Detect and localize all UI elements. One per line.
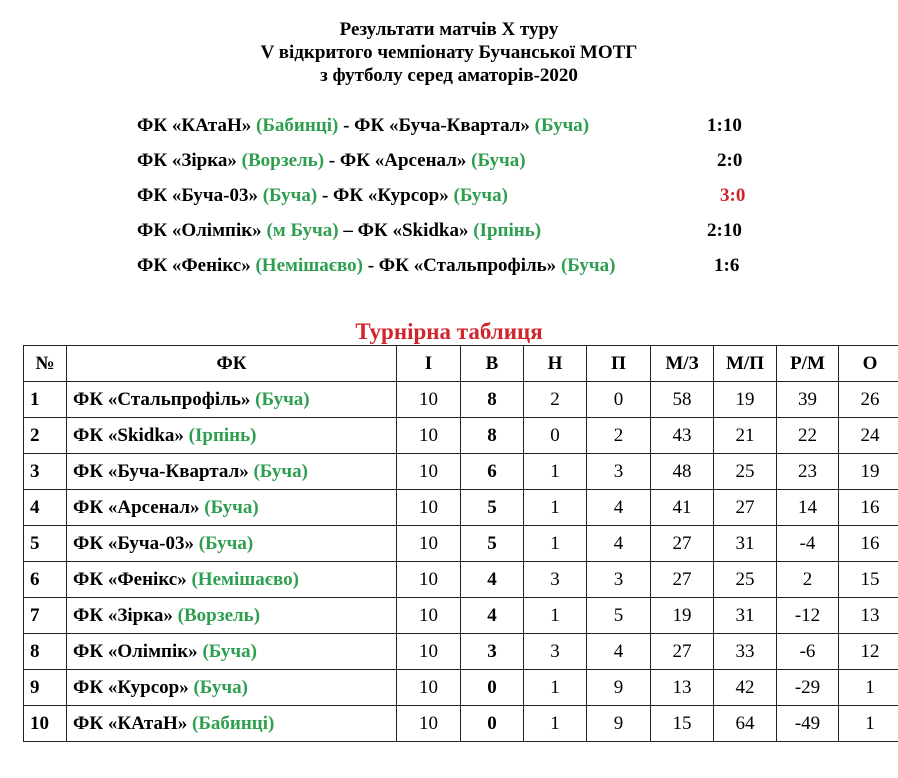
match-score: 1:10 xyxy=(707,115,742,136)
position-cell: 5 xyxy=(24,526,67,562)
goal-difference-cell: -29 xyxy=(777,670,839,706)
goals-against-cell: 33 xyxy=(714,634,777,670)
losses-cell: 9 xyxy=(587,706,651,742)
draws-cell: 1 xyxy=(524,454,587,490)
draws-cell: 1 xyxy=(524,706,587,742)
team-name: ФК «Арсенал» xyxy=(73,496,200,518)
goals-against-cell: 25 xyxy=(714,454,777,490)
games-cell: 10 xyxy=(397,670,461,706)
table-row xyxy=(24,634,898,670)
team-city: (Буча) xyxy=(253,460,308,482)
goal-difference-cell: 14 xyxy=(777,490,839,526)
match-separator: - xyxy=(367,255,375,276)
team-city: (Ворзель) xyxy=(177,604,261,626)
away-team: ФК «Стальпрофіль» xyxy=(378,255,557,276)
goals-for-cell: 27 xyxy=(651,634,714,670)
wins-cell: 3 xyxy=(461,634,524,670)
table-row xyxy=(24,418,898,454)
table-row xyxy=(24,670,898,706)
games-cell: 10 xyxy=(397,526,461,562)
goals-against-cell: 25 xyxy=(714,562,777,598)
match-teams xyxy=(137,219,541,243)
goals-against-cell: 21 xyxy=(714,418,777,454)
points-cell: 19 xyxy=(839,454,898,490)
position-cell: 6 xyxy=(24,562,67,598)
team-city: (Буча) xyxy=(198,532,254,554)
draws-cell: 3 xyxy=(524,562,587,598)
goals-for-cell: 58 xyxy=(651,382,714,418)
team-cell xyxy=(67,454,397,490)
away-city: (Буча) xyxy=(471,150,526,171)
losses-cell: 0 xyxy=(587,382,651,418)
games-cell: 10 xyxy=(397,490,461,526)
team-name: ФК «КАтаН» xyxy=(73,712,188,734)
losses-cell: 4 xyxy=(587,634,651,670)
position-cell: 1 xyxy=(24,382,67,418)
col-goals-against: М/П xyxy=(714,346,777,382)
away-team: ФК «Буча-Квартал» xyxy=(354,115,530,136)
goal-difference-cell: -6 xyxy=(777,634,839,670)
team-city: (Немішаєво) xyxy=(191,568,299,590)
position-cell: 8 xyxy=(24,634,67,670)
col-points: О xyxy=(839,346,898,382)
goals-against-cell: 31 xyxy=(714,598,777,634)
wins-cell: 5 xyxy=(461,526,524,562)
match-separator: – xyxy=(343,220,353,241)
team-city: (Буча) xyxy=(193,676,248,698)
match-score: 2:10 xyxy=(707,220,742,241)
draws-cell: 1 xyxy=(524,490,587,526)
goals-for-cell: 43 xyxy=(651,418,714,454)
games-cell: 10 xyxy=(397,454,461,490)
points-cell: 24 xyxy=(839,418,898,454)
home-team: ФК «Зірка» xyxy=(137,150,237,171)
away-city: (Буча) xyxy=(453,185,508,206)
away-team: ФК «Арсенал» xyxy=(339,150,467,171)
losses-cell: 3 xyxy=(587,454,651,490)
home-city: (Бабинці) xyxy=(256,115,339,136)
team-city: (Бабинці) xyxy=(192,712,275,734)
wins-cell: 5 xyxy=(461,490,524,526)
goal-difference-cell: -12 xyxy=(777,598,839,634)
match-row xyxy=(137,254,777,278)
home-team: ФК «Фенікс» xyxy=(137,255,251,276)
col-number: № xyxy=(24,346,67,382)
home-team: ФК «КАтаН» xyxy=(137,115,252,136)
home-city: (Немішаєво) xyxy=(255,255,363,276)
goals-for-cell: 15 xyxy=(651,706,714,742)
wins-cell: 8 xyxy=(461,418,524,454)
wins-cell: 4 xyxy=(461,562,524,598)
table-header-row xyxy=(24,346,898,382)
losses-cell: 5 xyxy=(587,598,651,634)
match-teams xyxy=(137,114,589,138)
wins-cell: 0 xyxy=(461,706,524,742)
goals-for-cell: 27 xyxy=(651,562,714,598)
col-team: ФК xyxy=(67,346,397,382)
col-goals-for: М/З xyxy=(651,346,714,382)
team-cell xyxy=(67,562,397,598)
table-row xyxy=(24,526,898,562)
document-title xyxy=(0,18,898,87)
team-name: ФК «Курсор» xyxy=(73,676,189,698)
title-line-1: Результати матчів X туру xyxy=(339,19,559,40)
match-teams xyxy=(137,184,508,208)
team-cell xyxy=(67,670,397,706)
team-name: ФК «Стальпрофіль» xyxy=(73,388,251,410)
away-team: ФК «Курсор» xyxy=(333,185,449,206)
table-row xyxy=(24,598,898,634)
losses-cell: 4 xyxy=(587,526,651,562)
home-team: ФК «Буча-03» xyxy=(137,185,258,206)
draws-cell: 2 xyxy=(524,382,587,418)
team-cell xyxy=(67,418,397,454)
team-city: (Буча) xyxy=(202,640,257,662)
team-city: (Буча) xyxy=(255,388,310,410)
goal-difference-cell: -49 xyxy=(777,706,839,742)
position-cell: 10 xyxy=(24,706,67,742)
table-row xyxy=(24,706,898,742)
col-draws: Н xyxy=(524,346,587,382)
wins-cell: 8 xyxy=(461,382,524,418)
draws-cell: 1 xyxy=(524,670,587,706)
team-name: ФК «Олімпік» xyxy=(73,640,198,662)
draws-cell: 3 xyxy=(524,634,587,670)
goals-for-cell: 41 xyxy=(651,490,714,526)
goals-for-cell: 48 xyxy=(651,454,714,490)
table-row xyxy=(24,490,898,526)
team-cell xyxy=(67,490,397,526)
points-cell: 13 xyxy=(839,598,898,634)
match-row xyxy=(137,149,777,173)
games-cell: 10 xyxy=(397,418,461,454)
team-cell xyxy=(67,634,397,670)
match-row xyxy=(137,114,777,138)
goals-against-cell: 64 xyxy=(714,706,777,742)
points-cell: 1 xyxy=(839,670,898,706)
home-city: (м Буча) xyxy=(266,220,339,241)
table-row xyxy=(24,562,898,598)
away-city: (Ірпінь) xyxy=(473,220,542,241)
col-losses: П xyxy=(587,346,651,382)
position-cell: 3 xyxy=(24,454,67,490)
col-wins: В xyxy=(461,346,524,382)
games-cell: 10 xyxy=(397,562,461,598)
match-score: 3:0 xyxy=(720,185,746,206)
wins-cell: 0 xyxy=(461,670,524,706)
match-separator: - xyxy=(321,185,329,206)
goal-difference-cell: 22 xyxy=(777,418,839,454)
games-cell: 10 xyxy=(397,382,461,418)
title-line-2: V відкритого чемпіонату Бучанської МОТГ xyxy=(260,42,638,63)
points-cell: 16 xyxy=(839,526,898,562)
team-cell xyxy=(67,706,397,742)
match-row xyxy=(137,184,777,208)
goals-against-cell: 19 xyxy=(714,382,777,418)
away-city: (Буча) xyxy=(534,115,590,136)
goals-against-cell: 31 xyxy=(714,526,777,562)
points-cell: 12 xyxy=(839,634,898,670)
col-games: І xyxy=(397,346,461,382)
draws-cell: 1 xyxy=(524,598,587,634)
table-row xyxy=(24,454,898,490)
team-cell xyxy=(67,598,397,634)
match-score: 2:0 xyxy=(717,150,743,171)
team-city: (Ірпінь) xyxy=(188,424,257,446)
position-cell: 2 xyxy=(24,418,67,454)
position-cell: 4 xyxy=(24,490,67,526)
team-name: ФК «Буча-Квартал» xyxy=(73,460,249,482)
goals-for-cell: 27 xyxy=(651,526,714,562)
wins-cell: 4 xyxy=(461,598,524,634)
match-score: 1:6 xyxy=(714,255,740,276)
losses-cell: 9 xyxy=(587,670,651,706)
points-cell: 16 xyxy=(839,490,898,526)
games-cell: 10 xyxy=(397,598,461,634)
goal-difference-cell: 2 xyxy=(777,562,839,598)
home-team: ФК «Олімпік» xyxy=(137,220,262,241)
goal-difference-cell: -4 xyxy=(777,526,839,562)
team-name: ФК «Зірка» xyxy=(73,604,173,626)
col-goal-difference: Р/М xyxy=(777,346,839,382)
home-city: (Ворзель) xyxy=(241,150,325,171)
goals-against-cell: 42 xyxy=(714,670,777,706)
position-cell: 9 xyxy=(24,670,67,706)
team-name: ФК «Skidka» xyxy=(73,424,184,446)
games-cell: 10 xyxy=(397,706,461,742)
table-title: Турнірна таблиця xyxy=(355,319,543,344)
losses-cell: 2 xyxy=(587,418,651,454)
match-teams xyxy=(137,149,526,173)
away-team: ФК «Skidka» xyxy=(357,220,469,241)
match-separator: - xyxy=(328,150,336,171)
draws-cell: 1 xyxy=(524,526,587,562)
goals-against-cell: 27 xyxy=(714,490,777,526)
team-cell xyxy=(67,382,397,418)
losses-cell: 4 xyxy=(587,490,651,526)
goal-difference-cell: 23 xyxy=(777,454,839,490)
match-row xyxy=(137,219,777,243)
match-teams xyxy=(137,254,615,278)
match-separator: - xyxy=(343,115,350,136)
position-cell: 7 xyxy=(24,598,67,634)
title-line-3: з футболу серед аматорів-2020 xyxy=(320,65,578,86)
standings-table xyxy=(23,345,898,742)
home-city: (Буча) xyxy=(262,185,318,206)
points-cell: 26 xyxy=(839,382,898,418)
team-name: ФК «Буча-03» xyxy=(73,532,194,554)
team-cell xyxy=(67,526,397,562)
goals-for-cell: 19 xyxy=(651,598,714,634)
wins-cell: 6 xyxy=(461,454,524,490)
games-cell: 10 xyxy=(397,634,461,670)
team-name: ФК «Фенікс» xyxy=(73,568,187,590)
losses-cell: 3 xyxy=(587,562,651,598)
points-cell: 1 xyxy=(839,706,898,742)
table-row xyxy=(24,382,898,418)
draws-cell: 0 xyxy=(524,418,587,454)
goals-for-cell: 13 xyxy=(651,670,714,706)
goal-difference-cell: 39 xyxy=(777,382,839,418)
team-city: (Буча) xyxy=(204,496,259,518)
away-city: (Буча) xyxy=(560,255,616,276)
points-cell: 15 xyxy=(839,562,898,598)
